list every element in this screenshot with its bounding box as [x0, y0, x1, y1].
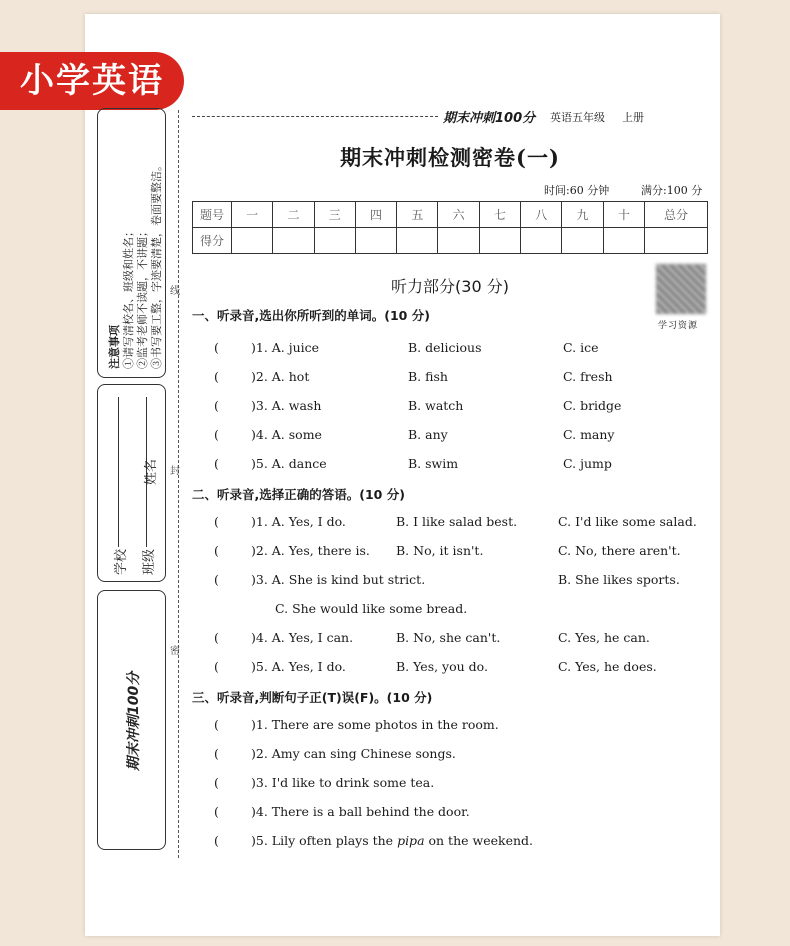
score-cell: 九 — [562, 202, 603, 228]
header-volume: 上册 — [622, 111, 644, 124]
question-option-c: C. bridge — [563, 398, 622, 413]
answer-paren[interactable]: ( — [214, 456, 219, 471]
class-label: 班级 — [142, 548, 157, 575]
score-blank[interactable] — [603, 228, 644, 254]
score-cell: 总分 — [645, 202, 708, 228]
header-subject: 英语五年级 — [550, 111, 605, 124]
score-table — [192, 201, 708, 254]
answer-paren[interactable]: ( — [214, 746, 219, 761]
answer-paren[interactable]: ( — [214, 340, 219, 355]
answer-paren[interactable]: ( — [214, 659, 219, 674]
question-option-b: B. No, it isn't. — [396, 543, 484, 558]
notice-label: 注意事项 — [108, 325, 121, 369]
score-cell: 题号 — [193, 202, 232, 228]
question-option-a: )1. A. Yes, I do. — [251, 514, 346, 529]
cut-line — [178, 110, 179, 858]
question-option-c: C. jump — [563, 456, 612, 471]
score-cell: 五 — [397, 202, 438, 228]
statement-text: )5. Lily often plays the — [251, 833, 398, 848]
score-cell: 六 — [438, 202, 479, 228]
question-option-a: )5. A. dance — [251, 456, 327, 471]
answer-paren[interactable]: ( — [214, 427, 219, 442]
score-cell: 三 — [314, 202, 355, 228]
statement: )1. There are some photos in the room. — [251, 717, 499, 732]
score-cell: 七 — [479, 202, 520, 228]
question-option-b: B. I like salad best. — [396, 514, 518, 529]
question-option-c: C. fresh — [563, 369, 613, 384]
answer-paren[interactable]: ( — [214, 398, 219, 413]
notice-box — [97, 108, 166, 378]
answer-paren[interactable]: ( — [214, 543, 219, 558]
score-row-label: 得分 — [193, 228, 232, 254]
full-score: 满分:100 分 — [641, 184, 703, 197]
answer-paren[interactable]: ( — [214, 833, 219, 848]
score-table-header-row — [193, 202, 708, 228]
score-cell: 一 — [232, 202, 273, 228]
question-option-a: )3. A. wash — [251, 398, 322, 413]
question-option-c: C. Yes, he can. — [558, 630, 650, 645]
cut-label-mi: 密 — [170, 646, 180, 657]
section-3-heading: 三、听录音,判断句子正(T)误(F)。(10 分) — [192, 690, 433, 705]
school-label: 学校 — [114, 548, 129, 575]
answer-paren[interactable]: ( — [214, 804, 219, 819]
question-option-c: C. No, there aren't. — [558, 543, 681, 558]
notice-item-3: ③书写要工整，字迹要清楚，卷面要整洁。 — [150, 160, 163, 369]
question-option-a: )4. A. some — [251, 427, 322, 442]
answer-paren[interactable]: ( — [214, 717, 219, 732]
statement-text: on the weekend. — [424, 833, 533, 848]
school-blank[interactable] — [118, 397, 119, 547]
question-option-b: B. She likes sports. — [558, 572, 680, 587]
answer-paren[interactable]: ( — [214, 630, 219, 645]
question-option-b: B. swim — [408, 456, 459, 471]
question-option-a: )4. A. Yes, I can. — [251, 630, 354, 645]
notice-item-2: ②监考老师不读题，不讲题； — [136, 226, 149, 369]
question-option-a: )2. A. Yes, there is. — [251, 543, 370, 558]
question-option-a: )1. A. juice — [251, 340, 320, 355]
qr-code-icon[interactable] — [656, 264, 706, 314]
section-1-heading: 一、听录音,选出你所听到的单词。(10 分) — [192, 308, 430, 323]
question-option-b: B. fish — [408, 369, 448, 384]
answer-paren[interactable]: ( — [214, 775, 219, 790]
score-blank[interactable] — [355, 228, 396, 254]
side-brand-box — [97, 590, 166, 850]
score-blank[interactable] — [397, 228, 438, 254]
page-title: 期末冲刺检测密卷(一) — [340, 145, 560, 170]
score-cell: 二 — [273, 202, 314, 228]
statement: )4. There is a ball behind the door. — [251, 804, 470, 819]
question-option-c: C. many — [563, 427, 615, 442]
question-option-c: C. Yes, he does. — [558, 659, 657, 674]
exam-time: 时间:60 分钟 — [544, 184, 610, 197]
cut-label-xian: 线 — [170, 286, 180, 297]
score-blank[interactable] — [521, 228, 562, 254]
side-brand: 期末冲刺100分 — [126, 671, 142, 771]
question-option-c: C. I'd like some salad. — [558, 514, 697, 529]
answer-paren[interactable]: ( — [214, 514, 219, 529]
answer-paren[interactable]: ( — [214, 572, 219, 587]
qr-label: 学习资源 — [658, 321, 699, 331]
question-option-a: )5. A. Yes, I do. — [251, 659, 346, 674]
subject-badge: 小学英语 — [0, 52, 184, 110]
question-option-a: )2. A. hot — [251, 369, 310, 384]
answer-paren[interactable]: ( — [214, 369, 219, 384]
header-brand: 期末冲刺100分 — [443, 111, 536, 126]
notice-item-1: ①请写清校名、班级和姓名； — [122, 226, 135, 369]
name-label: 姓名 — [144, 458, 159, 485]
score-blank[interactable] — [314, 228, 355, 254]
question-option-b: B. watch — [408, 398, 464, 413]
statement: )3. I'd like to drink some tea. — [251, 775, 435, 790]
question-option-b: B. delicious — [408, 340, 482, 355]
question-option-b: B. No, she can't. — [396, 630, 501, 645]
score-cell: 八 — [521, 202, 562, 228]
score-table-score-row — [193, 228, 708, 254]
question-option-c: C. She would like some bread. — [275, 601, 468, 616]
header-rule — [192, 116, 438, 117]
score-cell: 十 — [603, 202, 644, 228]
question-option-b: B. Yes, you do. — [396, 659, 488, 674]
section-2-heading: 二、听录音,选择正确的答语。(10 分) — [192, 487, 405, 502]
student-info-box — [97, 384, 166, 582]
question-option-b: B. any — [408, 427, 448, 442]
cut-label-feng: 封 — [170, 466, 180, 477]
statement — [251, 833, 533, 848]
statement: )2. Amy can sing Chinese songs. — [251, 746, 456, 761]
score-blank[interactable] — [273, 228, 314, 254]
listening-title: 听力部分(30 分) — [391, 277, 509, 296]
score-cell: 四 — [355, 202, 396, 228]
question-option-a: )3. A. She is kind but strict. — [251, 572, 426, 587]
score-blank[interactable] — [438, 228, 479, 254]
score-blank[interactable] — [232, 228, 273, 254]
score-blank[interactable] — [479, 228, 520, 254]
score-blank[interactable] — [562, 228, 603, 254]
statement-emphasis: pipa — [397, 833, 425, 848]
score-blank[interactable] — [645, 228, 708, 254]
question-option-c: C. ice — [563, 340, 599, 355]
